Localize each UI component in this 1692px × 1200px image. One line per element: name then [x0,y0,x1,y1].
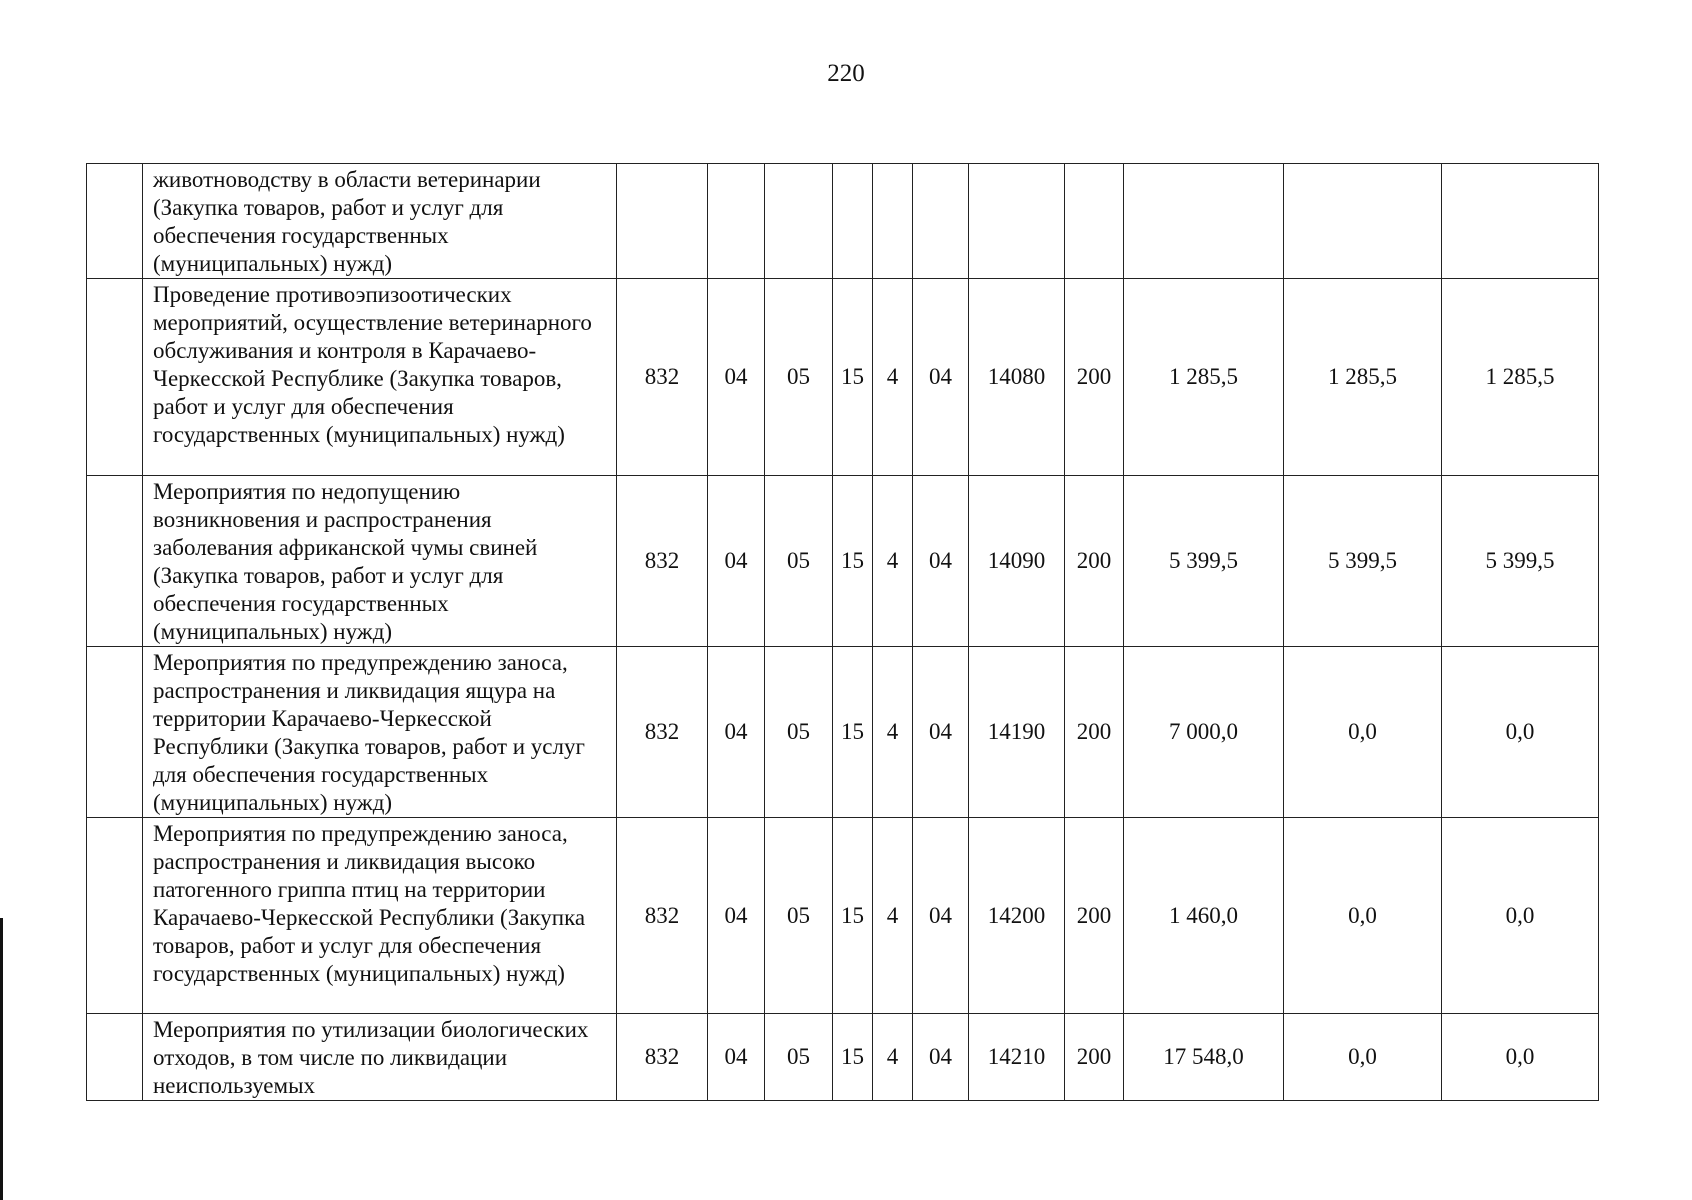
description-cell: Мероприятия по недопущению возникновения и распространения заболевания африканской чумы свиней (Закупка товаров, работ и услуг для обеспечения государственных (муниципальных) нужд) [143,476,617,647]
description-cell: Проведение противоэпизоотических мероприятий, осуществление ветеринарного обслуживания и контроля в Карачаево-Черкесской Республике (Закупка товаров, работ и услуг для обеспечения государственных (муниципальных) нужд) [143,279,617,476]
description-cell: Мероприятия по предупреждению заноса, распространения и ликвидация высоко патогенного гриппа птиц на территории Карачаево-Черкесской Республики (Закупка товаров, работ и услуг для обеспечения государственных (муниципальных) нужд) [143,818,617,1014]
subprogram-cell: 4 [873,647,913,818]
event-cell: 04 [913,279,969,476]
event-cell: 04 [913,818,969,1014]
description-cell: животноводству в области ветеринарии (Закупка товаров, работ и услуг для обеспечения государственных (муниципальных) нужд) [143,164,617,279]
row-number-cell [87,164,143,279]
event-cell: 04 [913,1014,969,1101]
description-cell: Мероприятия по предупреждению заноса, распространения и ликвидация ящура на территории Карачаево-Черкесской Республики (Закупка товаров, работ и услуг для обеспечения государственных (муниципальных) нужд) [143,647,617,818]
expense-type-cell [1065,164,1124,279]
description-cell: Мероприятия по утилизации биологических отходов, в том числе по ликвидации неиспользуемых [143,1014,617,1101]
sum-year2-cell [1284,164,1442,279]
sum-year2-cell: 0,0 [1284,1014,1442,1101]
table-row [87,279,1599,476]
table-row [87,1014,1599,1101]
program-cell: 15 [833,1014,873,1101]
sum-year2-cell: 1 285,5 [1284,279,1442,476]
program-cell: 15 [833,818,873,1014]
expense-type-cell: 200 [1065,279,1124,476]
expense-type-cell: 200 [1065,818,1124,1014]
gr-code-cell [617,164,708,279]
row-number-cell [87,647,143,818]
table-body [87,164,1599,1101]
program-cell: 15 [833,647,873,818]
table-row [87,818,1599,1014]
subsection-cell: 05 [765,818,833,1014]
gr-code-cell: 832 [617,279,708,476]
gr-code-cell: 832 [617,818,708,1014]
row-number-cell [87,818,143,1014]
subsection-cell: 05 [765,476,833,647]
event-cell [913,164,969,279]
direction-cell: 14190 [969,647,1065,818]
section-cell: 04 [708,279,765,476]
subsection-cell [765,164,833,279]
sum-year1-cell [1124,164,1284,279]
event-cell: 04 [913,647,969,818]
section-cell: 04 [708,818,765,1014]
page-number: 220 [827,60,865,87]
sum-year1-cell: 17 548,0 [1124,1014,1284,1101]
direction-cell: 14080 [969,279,1065,476]
sum-year1-cell: 1 460,0 [1124,818,1284,1014]
sum-year3-cell [1442,164,1599,279]
table-row [87,476,1599,647]
sum-year3-cell: 5 399,5 [1442,476,1599,647]
table-row [87,164,1599,279]
sum-year1-cell: 7 000,0 [1124,647,1284,818]
expense-type-cell: 200 [1065,1014,1124,1101]
subsection-cell: 05 [765,647,833,818]
row-number-cell [87,1014,143,1101]
budget-table [86,163,1599,1101]
section-cell: 04 [708,647,765,818]
sum-year2-cell: 0,0 [1284,818,1442,1014]
section-cell [708,164,765,279]
direction-cell: 14210 [969,1014,1065,1101]
subsection-cell: 05 [765,279,833,476]
sum-year3-cell: 1 285,5 [1442,279,1599,476]
sum-year3-cell: 0,0 [1442,647,1599,818]
sum-year1-cell: 5 399,5 [1124,476,1284,647]
section-cell: 04 [708,1014,765,1101]
subprogram-cell: 4 [873,279,913,476]
gr-code-cell: 832 [617,647,708,818]
subprogram-cell: 4 [873,476,913,647]
program-cell: 15 [833,476,873,647]
table-row [87,647,1599,818]
margin-mark [0,918,3,1200]
expense-type-cell: 200 [1065,476,1124,647]
direction-cell: 14200 [969,818,1065,1014]
expense-type-cell: 200 [1065,647,1124,818]
gr-code-cell: 832 [617,476,708,647]
subprogram-cell [873,164,913,279]
sum-year1-cell: 1 285,5 [1124,279,1284,476]
section-cell: 04 [708,476,765,647]
subprogram-cell: 4 [873,1014,913,1101]
sum-year3-cell: 0,0 [1442,818,1599,1014]
program-cell: 15 [833,279,873,476]
sum-year3-cell: 0,0 [1442,1014,1599,1101]
sum-year2-cell: 5 399,5 [1284,476,1442,647]
direction-cell: 14090 [969,476,1065,647]
sum-year2-cell: 0,0 [1284,647,1442,818]
row-number-cell [87,476,143,647]
subsection-cell: 05 [765,1014,833,1101]
program-cell [833,164,873,279]
direction-cell [969,164,1065,279]
gr-code-cell: 832 [617,1014,708,1101]
event-cell: 04 [913,476,969,647]
subprogram-cell: 4 [873,818,913,1014]
row-number-cell [87,279,143,476]
